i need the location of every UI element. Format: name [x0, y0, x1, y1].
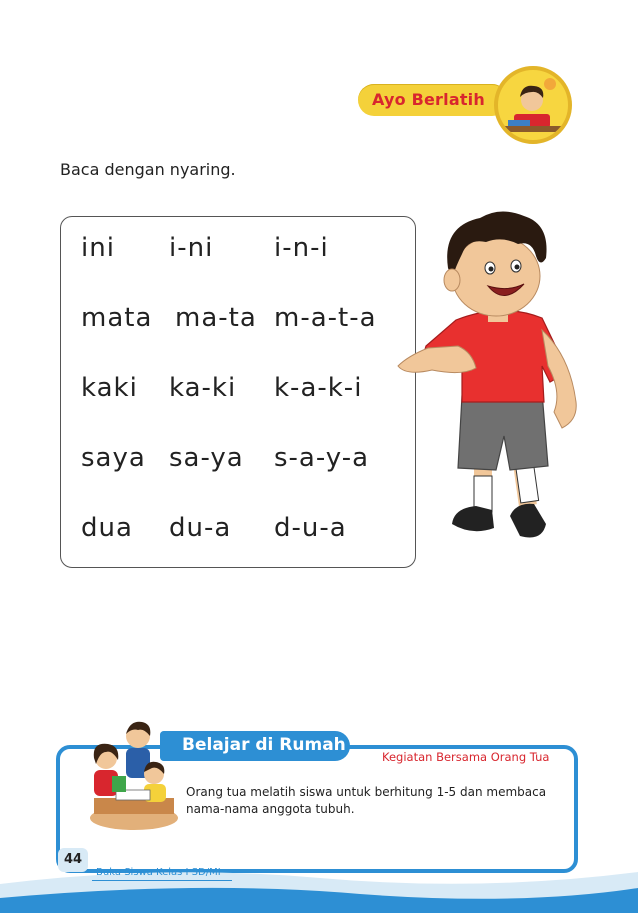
word: saya	[81, 443, 146, 473]
reading-row	[61, 233, 415, 273]
word: kaki	[81, 373, 138, 403]
footer-underline	[92, 880, 232, 881]
letters: k-a-k-i	[274, 373, 363, 403]
reading-row	[61, 513, 415, 553]
badge-label: Ayo Berlatih	[372, 90, 485, 109]
reading-row	[61, 303, 415, 343]
reading-row	[61, 443, 415, 483]
syllables: ma-ta	[175, 303, 257, 333]
book-title: Buku Siswa Kelas I SD/MI	[96, 867, 221, 878]
letters: m-a-t-a	[274, 303, 377, 333]
word: ini	[81, 233, 115, 263]
home-activity-title: Belajar di Rumah	[182, 735, 346, 755]
syllables: sa-ya	[169, 443, 244, 473]
reading-row	[61, 373, 415, 413]
letters: i-n-i	[274, 233, 329, 263]
instruction-text: Baca dengan nyaring.	[60, 160, 236, 179]
boy-illustration	[392, 206, 592, 566]
syllables: ka-ki	[169, 373, 237, 403]
family-study-illustration	[72, 714, 182, 834]
syllables: i-ni	[169, 233, 214, 263]
home-activity-text: Orang tua melatih siswa untuk berhitung 1-5 dan membaca nama-nama anggota tubuh.	[186, 785, 547, 816]
letters: d-u-a	[274, 513, 347, 543]
syllables: du-a	[169, 513, 232, 543]
home-activity-subtitle: Kegiatan Bersama Orang Tua	[382, 750, 550, 764]
word: dua	[81, 513, 133, 543]
page-number: 44	[64, 852, 83, 867]
reading-practice-box	[60, 216, 416, 568]
word: mata	[81, 303, 153, 333]
letters: s-a-y-a	[274, 443, 370, 473]
student-reading-illustration	[494, 66, 572, 144]
